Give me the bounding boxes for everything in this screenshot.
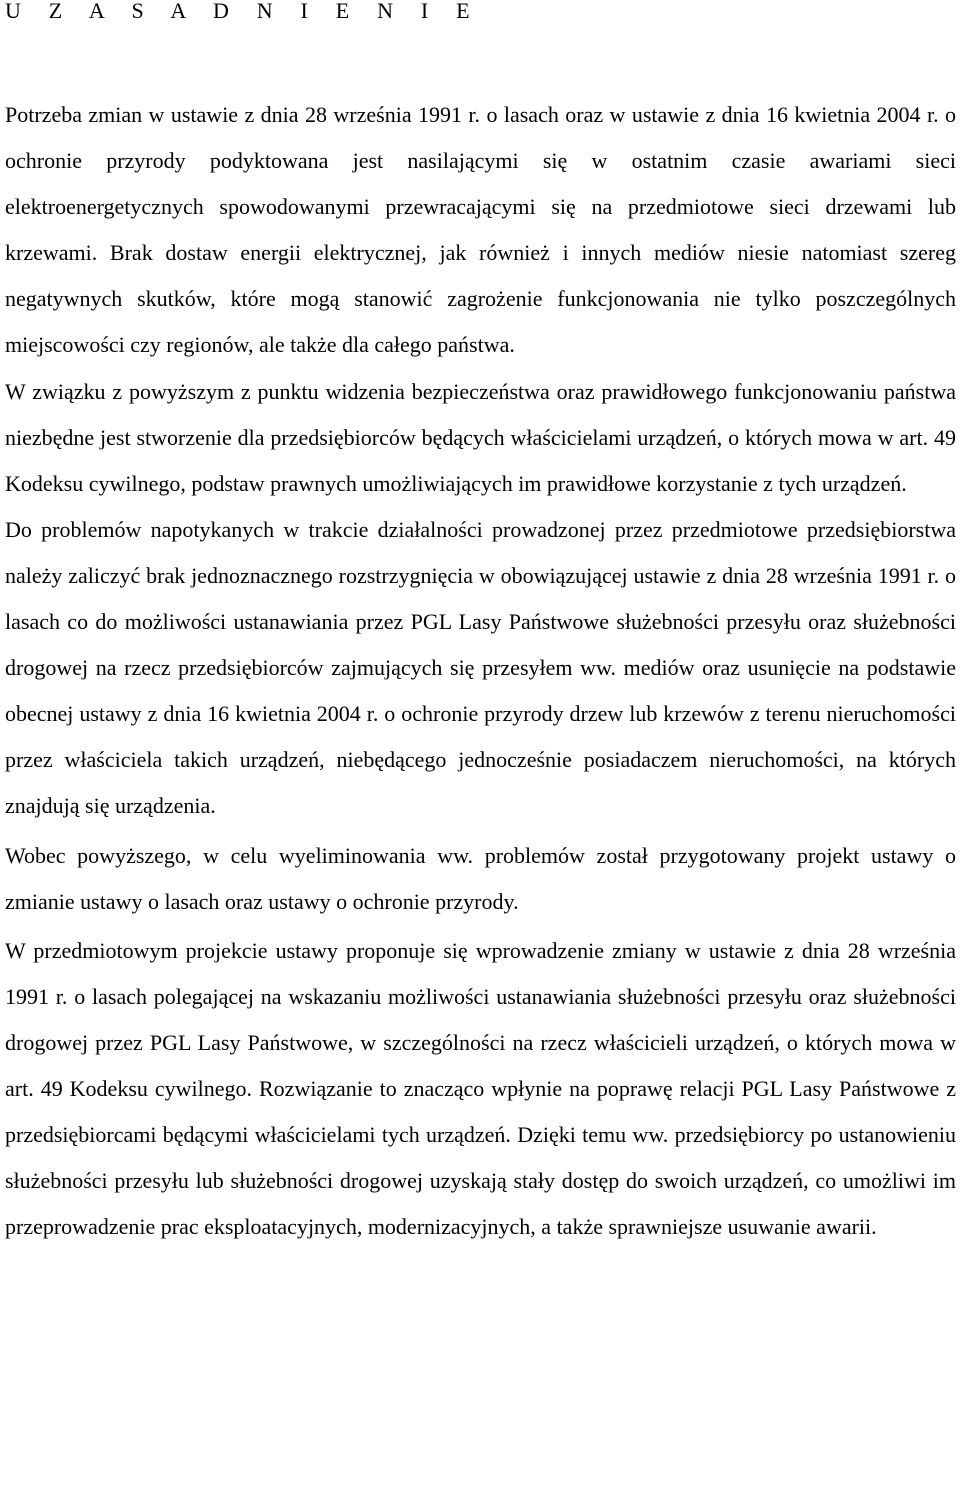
paragraph-3: Do problemów napotykanych w trakcie działalności prowadzonej przez przedmiotowe przedsiębiorstwa należy zaliczyć brak jednoznacznego rozstrzygnięcia w obowiązującej ustawie z dnia 28 września 1991 r. o lasach co do możliwości ustanawiania przez PGL Lasy Państwowe służebności przesyłu oraz służebności drogowej na rzecz przedsiębiorców zajmujących się przesyłem ww. mediów oraz usunięcie na podstawie obecnej ustawy z dnia 16 kwietnia 2004 r. o ochronie przyrody drzew lub krzewów z terenu nieruchomości przez właściciela takich urządzeń, niebędącego jednocześnie posiadaczem nieruchomości, na których znajdują się urządzenia. xyxy=(5,516,956,819)
paragraph-5: W przedmiotowym projekcie ustawy proponuje się wprowadzenie zmiany w ustawie z dnia 28 września 1991 r. o lasach polegającej na wskazaniu możliwości ustanawiania służebności przesyłu oraz służebności drogowej przez PGL Lasy Państwowe, w szczególności na rzecz właścicieli urządzeń, o których mowa w art. 49 Kodeksu cywilnego. Rozwiązanie to znacząco wpłynie na poprawę relacji PGL Lasy Państwowe z przedsiębiorcami będącymi właścicielami tych urządzeń. Dzięki temu ww. przedsiębiorcy po ustanowieniu służebności przesyłu lub służebności drogowej uzyskają stały dostęp do swoich urządzeń, co umożliwi im przeprowadzenie prac eksploatacyjnych, modernizacyjnych, a także sprawniejsze usuwanie awarii. xyxy=(5,937,956,1240)
paragraph-2: W związku z powyższym z punktu widzenia bezpieczeństwa oraz prawidłowego funkcjonowaniu państwa niezbędne jest stworzenie dla przedsiębiorców będących właścicielami urządzeń, o których mowa w art. 49 Kodeksu cywilnego, podstaw prawnych umożliwiających im prawidłowe korzystanie z tych urządzeń. xyxy=(5,378,956,496)
paragraph-4: Wobec powyższego, w celu wyeliminowania ww. problemów został przygotowany projekt ustawy o zmianie ustawy o lasach oraz ustawy o ochronie przyrody. xyxy=(5,842,956,914)
document-heading: U Z A S A D N I E N I E xyxy=(5,0,481,23)
document-body xyxy=(5,92,956,1250)
paragraph-1: Potrzeba zmian w ustawie z dnia 28 września 1991 r. o lasach oraz w ustawie z dnia 16 kwietnia 2004 r. o ochronie przyrody podyktowana jest nasilającymi się w ostatnim czasie awariami sieci elektroenergetycznych spowodowanymi przewracającymi się na przedmiotowe sieci drzewami lub krzewami. Brak dostaw energii elektrycznej, jak również i innych mediów niesie natomiast szereg negatywnych skutków, które mogą stanowić zagrożenie funkcjonowania nie tylko poszczególnych miejscowości czy regionów, ale także dla całego państwa. xyxy=(5,102,956,358)
